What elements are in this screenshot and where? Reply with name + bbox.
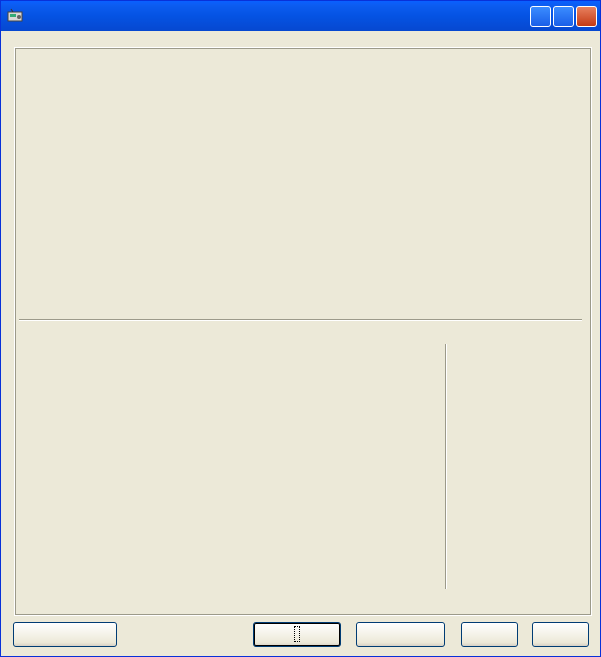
title-bar[interactable] bbox=[1, 1, 600, 31]
help-button[interactable] bbox=[461, 622, 518, 647]
maximize-button[interactable] bbox=[553, 6, 574, 27]
load-ranges-label bbox=[294, 626, 300, 642]
minimize-icon bbox=[531, 7, 550, 26]
minimize-button[interactable] bbox=[530, 6, 551, 27]
close-icon bbox=[577, 7, 596, 26]
app-icon bbox=[7, 8, 23, 24]
maximize-icon bbox=[554, 7, 573, 26]
close-window-button[interactable] bbox=[576, 6, 597, 27]
reset-ranges-button[interactable] bbox=[13, 622, 117, 647]
close-button[interactable] bbox=[532, 622, 589, 647]
load-ranges-button[interactable] bbox=[253, 622, 341, 647]
section-divider bbox=[19, 319, 582, 321]
ranges-group-box bbox=[14, 47, 592, 616]
vertical-divider bbox=[445, 344, 447, 589]
prog-ranges-button[interactable] bbox=[356, 622, 445, 647]
